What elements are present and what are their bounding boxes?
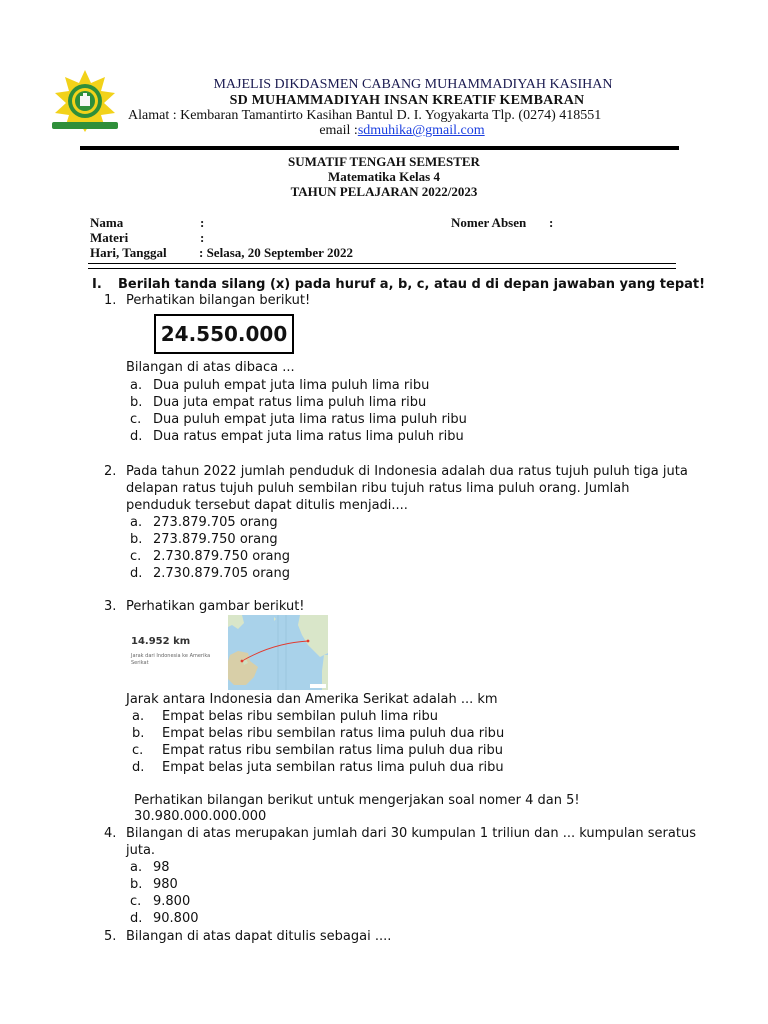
- q3-option-c[interactable]: Empat ratus ribu sembilan ratus lima puluh dua ribu: [162, 743, 503, 758]
- exam-year: TAHUN PELAJARAN 2022/2023: [290, 184, 478, 199]
- exam-title: SUMATIF TENGAH SEMESTER: [288, 154, 480, 169]
- q1-option-d[interactable]: Dua ratus empat juta lima ratus lima puluh ribu: [153, 429, 464, 444]
- q1-prompt: Bilangan di atas dibaca ...: [126, 360, 295, 375]
- q3-option-c-letter: c.: [132, 743, 144, 758]
- absen-label: Nomer Absen: [451, 215, 527, 230]
- hari-value: : Selasa, 20 September 2022: [199, 245, 353, 260]
- q1-option-b[interactable]: Dua juta empat ratus lima puluh lima ribu: [153, 395, 427, 410]
- q4-option-d-letter: d.: [130, 911, 143, 926]
- q4-option-c[interactable]: 9.800: [153, 894, 191, 909]
- exam-subject: Matematika Kelas 4: [328, 169, 440, 184]
- q3-option-b-letter: b.: [132, 726, 145, 741]
- nama-colon: :: [200, 215, 205, 230]
- q2-option-c-letter: c.: [130, 549, 142, 564]
- q2-option-d-letter: d.: [130, 566, 143, 581]
- q1-option-b-letter: b.: [130, 395, 143, 410]
- q1-option-a-letter: a.: [130, 378, 143, 393]
- q2-line2: delapan ratus tujuh puluh sembilan ribu tujuh ratus lima puluh orang. Jumlah: [126, 481, 630, 496]
- shared-number: 30.980.000.000.000: [134, 809, 267, 824]
- q4-option-b-letter: b.: [130, 877, 143, 892]
- letterhead-org: MAJELIS DIKDASMEN CABANG MUHAMMADIYAH KASIHAN: [213, 77, 613, 92]
- map-caption-line2: Serikat: [131, 660, 149, 666]
- q2-option-a[interactable]: 273.879.705 orang: [153, 515, 278, 530]
- q3-option-d-letter: d.: [132, 760, 145, 775]
- header-divider: [80, 146, 679, 150]
- distance-map-image: [228, 615, 328, 690]
- q1-option-c[interactable]: Dua puluh empat juta lima ratus lima puluh ribu: [153, 412, 467, 427]
- q4-line2: juta.: [126, 843, 156, 858]
- q4-option-d[interactable]: 90.800: [153, 911, 199, 926]
- q1-number-box: 24.550.000: [154, 314, 294, 354]
- materi-label: Materi: [90, 230, 129, 245]
- section-instruction: Berilah tanda silang (x) pada huruf a, b, c, atau d di depan jawaban yang tepat!: [118, 277, 706, 292]
- q2-option-c[interactable]: 2.730.879.750 orang: [153, 549, 290, 564]
- q2-line1: Pada tahun 2022 jumlah penduduk di Indonesia adalah dua ratus tujuh puluh tiga juta: [126, 464, 688, 479]
- q2-option-b-letter: b.: [130, 532, 143, 547]
- q2-number: 2.: [104, 464, 117, 479]
- q1-option-c-letter: c.: [130, 412, 142, 427]
- map-distance: 14.952 km: [131, 636, 191, 647]
- q3-prompt: Jarak antara Indonesia dan Amerika Serikat adalah ... km: [126, 692, 498, 707]
- q4-option-a-letter: a.: [130, 860, 143, 875]
- q3-option-a[interactable]: Empat belas ribu sembilan puluh lima ribu: [162, 709, 439, 724]
- q3-text: Perhatikan gambar berikut!: [126, 599, 305, 614]
- q1-number: 1.: [104, 293, 117, 308]
- email-link[interactable]: sdmuhika@gmail.com: [357, 123, 485, 138]
- identity-divider-1: [88, 263, 676, 264]
- q4-option-b[interactable]: 980: [153, 877, 178, 892]
- q2-option-b[interactable]: 273.879.750 orang: [153, 532, 278, 547]
- materi-colon: :: [200, 230, 205, 245]
- hari-label: Hari, Tanggal: [90, 245, 167, 260]
- q5-number: 5.: [104, 929, 117, 944]
- map-caption-line1: Jarak dari Indonesia ke Amerika: [131, 653, 211, 659]
- identity-divider-2: [88, 268, 676, 269]
- email-label: email :: [319, 123, 358, 138]
- q2-option-a-letter: a.: [130, 515, 143, 530]
- q1-option-a[interactable]: Dua puluh empat juta lima puluh lima ribu: [153, 378, 430, 393]
- section-number: I.: [92, 277, 102, 292]
- q3-option-a-letter: a.: [132, 709, 145, 724]
- q5-text: Bilangan di atas dapat ditulis sebagai ....: [126, 929, 392, 944]
- letterhead-address: Alamat : Kembaran Tamantirto Kasihan Bantul D. I. Yogyakarta Tlp. (0274) 418551: [128, 108, 602, 123]
- letterhead-email: [0, 123, 768, 139]
- q4-option-a[interactable]: 98: [153, 860, 170, 875]
- q4-number: 4.: [104, 826, 117, 841]
- q3-option-b[interactable]: Empat belas ribu sembilan ratus lima puluh dua ribu: [162, 726, 505, 741]
- nama-label: Nama: [90, 215, 124, 230]
- q3-option-d[interactable]: Empat belas juta sembilan ratus lima puluh dua ribu: [162, 760, 504, 775]
- letterhead-school: SD MUHAMMADIYAH INSAN KREATIF KEMBARAN: [229, 93, 585, 108]
- map-info-card: [126, 615, 226, 690]
- q2-option-d[interactable]: 2.730.879.705 orang: [153, 566, 290, 581]
- q2-line3: penduduk tersebut dapat ditulis menjadi....: [126, 498, 408, 513]
- q1-option-d-letter: d.: [130, 429, 143, 444]
- shared-intro: Perhatikan bilangan berikut untuk mengerjakan soal nomer 4 dan 5!: [134, 793, 580, 808]
- absen-colon: :: [549, 215, 554, 230]
- q4-option-c-letter: c.: [130, 894, 142, 909]
- q1-text: Perhatikan bilangan berikut!: [126, 293, 311, 308]
- q4-line1: Bilangan di atas merupakan jumlah dari 30 kumpulan 1 triliun dan ... kumpulan seratus: [126, 826, 696, 841]
- q3-number: 3.: [104, 599, 117, 614]
